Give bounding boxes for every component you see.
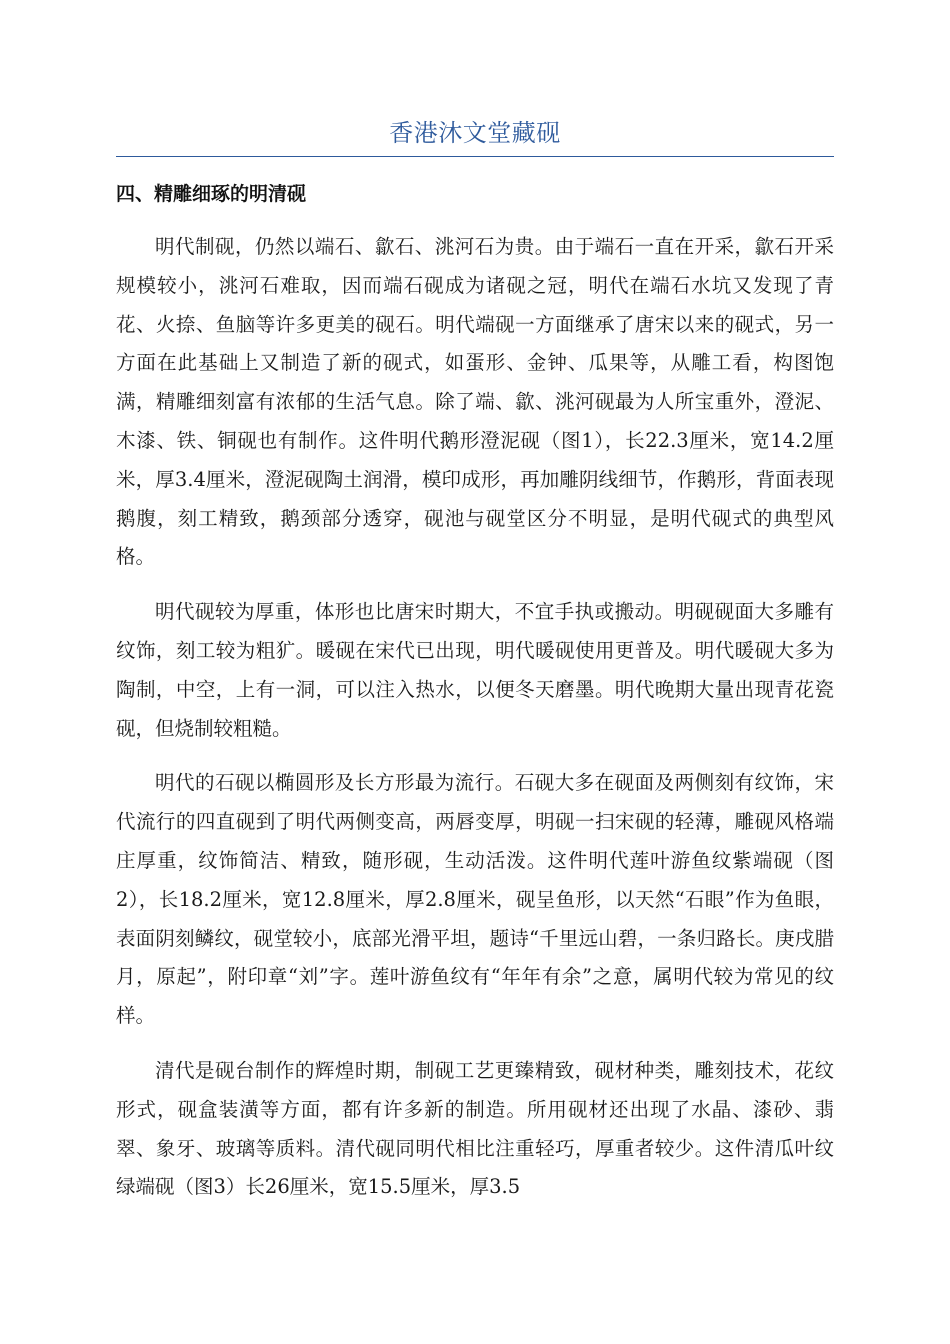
section-heading: 四、精雕细琢的明清砚 — [116, 183, 307, 205]
paragraph-3: 明代的石砚以椭圆形及长方形最为流行。石砚大多在砚面及两侧刻有纹饰，宋代流行的四直砚到了明代两侧变高，两唇变厚，明砚一扫宋砚的轻薄，雕砚风格端庄厚重，纹饰简洁、精致，随形砚，生动活泼。这件明代莲叶游鱼纹紫端砚（图2），长18.2厘米，宽12.8厘米，厚2.8厘米，砚呈鱼形，以天然“石眼”作为鱼眼，表面阴刻鳞纹，砚堂较小，底部光滑平坦，题诗“千里远山碧，一条归路长。庚戌腊月，原起”，附印章“刘”字。莲叶游鱼纹有“年年有余”之意，属明代较为常见的纹样。 — [116, 771, 834, 1028]
body-text — [116, 228, 834, 1223]
document-title: 香港沐文堂藏砚 — [389, 119, 561, 147]
paragraph-4: 清代是砚台制作的辉煌时期，制砚工艺更臻精致，砚材种类，雕刻技术，花纹形式，砚盒装潢等方面，都有许多新的制造。所用砚材还出现了水晶、漆砂、翡翠、象牙、玻璃等质料。清代砚同明代相比注重轻巧，厚重者较少。这件清瓜叶纹绿端砚（图3）长26厘米，宽15.5厘米，厚3.5 — [116, 1058, 834, 1199]
document-header — [116, 116, 834, 157]
paragraph-1: 明代制砚，仍然以端石、歙石、洮河石为贵。由于端石一直在开采，歙石开采规模较小，洮河石难取，因而端石砚成为诸砚之冠，明代在端石水坑又发现了青花、火捺、鱼脑等许多更美的砚石。明代端砚一方面继承了唐宋以来的砚式，另一方面在此基础上又制造了新的砚式，如蛋形、金钟、瓜果等，从雕工看，构图饱满，精雕细刻富有浓郁的生活气息。除了端、歙、洮河砚最为人所宝重外，澄泥、木漆、铁、铜砚也有制作。这件明代鹅形澄泥砚（图1），长22.3厘米，宽14.2厘米，厚3.4厘米，澄泥砚陶土润滑，模印成形，再加雕阴线细节，作鹅形，背面表现鹅腹，刻工精致，鹅颈部分透穿，砚池与砚堂区分不明显，是明代砚式的典型风格。 — [116, 235, 834, 569]
paragraph-2: 明代砚较为厚重，体形也比唐宋时期大，不宜手执或搬动。明砚砚面大多雕有纹饰，刻工较为粗犷。暖砚在宋代已出现，明代暖砚使用更普及。明代暖砚大多为陶制，中空，上有一洞，可以注入热水，以便冬天磨墨。明代晚期大量出现青花瓷砚，但烧制较粗糙。 — [116, 600, 834, 740]
